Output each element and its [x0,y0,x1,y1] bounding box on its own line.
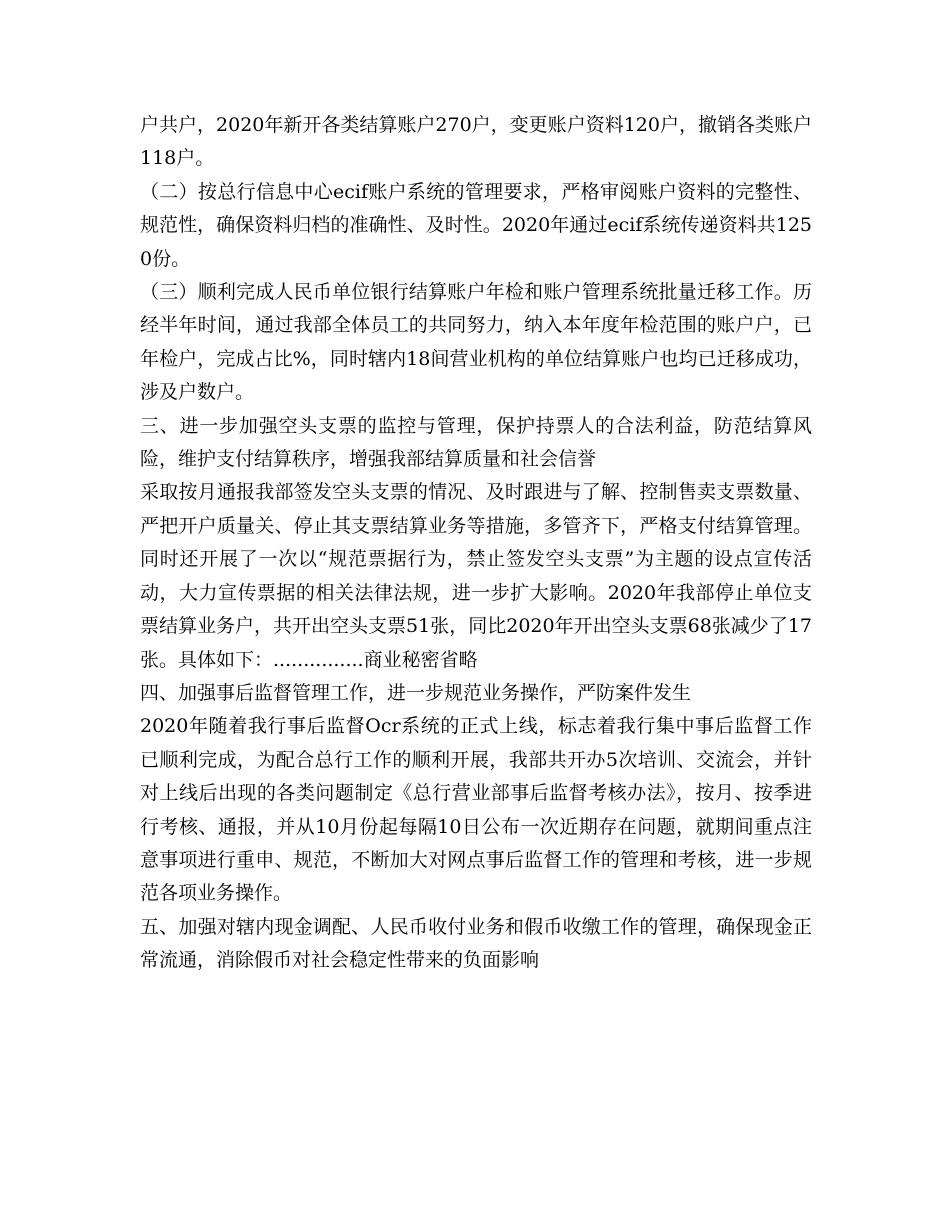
heading-section-three: 三、进一步加强空头支票的监控与管理，保护持票人的合法利益，防范结算风险，维护支付结算秩序，增强我部结算质量和社会信誉 [140,414,812,471]
document-body [140,109,812,978]
paragraph-bounced-checks: 采取按月通报我部签发空头支票的情况、及时跟进与了解、控制售卖支票数量、严把开户质量关、停止其支票结算业务等措施，多管齐下，严格支付结算管理。同时还开展了一次以“规范票据行为，禁止签发空头支票”为主题的设点宣传活动，大力宣传票据的相关法律法规，进一步扩大影响。2020年我部停止单位支票结算业务户，共开出空头支票51张，同比2020年开出空头支票68张减少了17张。具体如下：...............商业秘密省略 [140,481,812,671]
paragraph-annual-inspection: （三）顺利完成人民币单位银行结算账户年检和账户管理系统批量迁移工作。历经半年时间，通过我部全体员工的共同努力，纳入本年度年检范围的账户户，已年检户，完成占比%，同时辖内18间营业机构的单位结算账户也均已迁移成功，涉及户数户。 [140,281,812,404]
paragraph-account-summary: 户共户，2020年新开各类结算账户270户，变更账户资料120户，撤销各类账户118户。 [140,114,812,170]
paragraph-post-supervision: 2020年随着我行事后监督Ocr系统的正式上线，标志着我行集中事后监督工作已顺利完成，为配合总行工作的顺利开展，我部共开办5次培训、交流会，并针对上线后出现的各类问题制定《总行营业部事后监督考核办法》，按月、按季进行考核、通报，并从10月份起每隔10日公布一次近期存在问题，就期间重点注意事项进行重申、规范，不断加大对网点事后监督工作的管理和考核，进一步规范各项业务操作。 [140,715,812,905]
heading-section-four: 四、加强事后监督管理工作，进一步规范业务操作，严防案件发生 [140,681,692,704]
heading-section-five: 五、加强对辖内现金调配、人民币收付业务和假币收缴工作的管理，确保现金正常流通，消除假币对社会稳定性带来的负面影响 [140,915,812,972]
paragraph-ecif-requirements: （二）按总行信息中心ecif账户系统的管理要求，严格审阅账户资料的完整性、规范性，确保资料归档的准确性、及时性。2020年通过ecif系统传递资料共1250份。 [140,180,812,270]
